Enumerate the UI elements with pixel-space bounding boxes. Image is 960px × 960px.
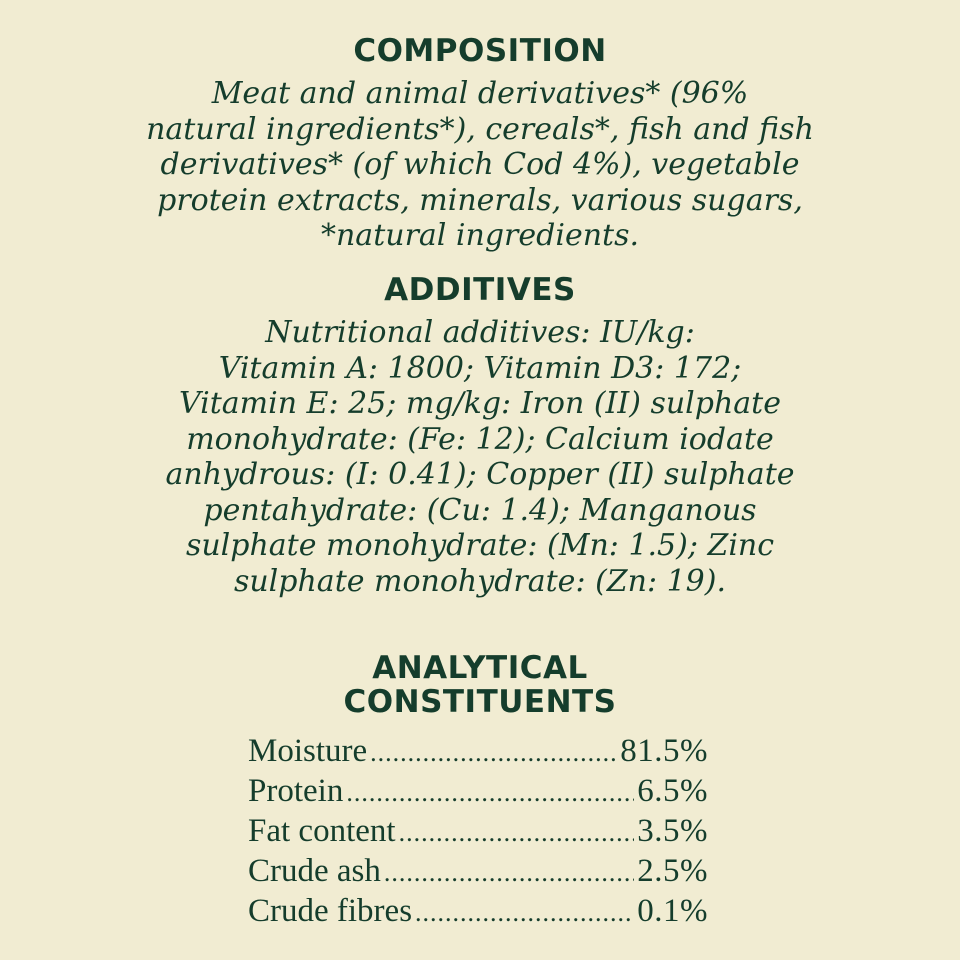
dot-leader bbox=[399, 813, 635, 853]
dot-leader bbox=[415, 893, 634, 933]
additives-line: Vitamin E: 25; mg/kg: Iron (II) sulphate bbox=[178, 386, 781, 421]
heading-line: ANALYTICAL bbox=[372, 650, 588, 686]
constituent-label: Fat content bbox=[248, 813, 396, 849]
constituent-label: Moisture bbox=[248, 733, 368, 769]
constituent-label: Crude fibres bbox=[248, 893, 413, 929]
constituent-label: Protein bbox=[248, 773, 344, 809]
analytical-constituents-heading bbox=[0, 651, 960, 719]
constituent-value: 6.5% bbox=[637, 773, 708, 809]
additives-line: Vitamin A: 1800; Vitamin D3: 172; bbox=[218, 350, 742, 386]
constituent-row bbox=[248, 731, 708, 771]
additives-line: sulphate monohydrate: (Zn: 19). bbox=[233, 563, 727, 599]
constituent-value: 2.5% bbox=[637, 853, 708, 889]
additives-line: anhydrous: (I: 0.41); Copper (II) sulphate bbox=[165, 457, 795, 492]
constituent-row bbox=[248, 851, 708, 891]
composition-text bbox=[0, 76, 960, 254]
composition-line: natural ingredients*), cereals*, fish and fish bbox=[146, 111, 814, 147]
dot-leader bbox=[384, 853, 634, 893]
composition-line: protein extracts, minerals, various sugars, bbox=[157, 182, 803, 218]
composition-line: *natural ingredients. bbox=[320, 218, 640, 253]
constituent-value: 81.5% bbox=[620, 733, 708, 769]
additives-line: Nutritional additives: IU/kg: bbox=[265, 315, 695, 350]
composition-line: derivatives* (of which Cod 4%), vegetable bbox=[160, 147, 800, 182]
constituent-row bbox=[248, 891, 708, 931]
analytical-constituents-table bbox=[248, 731, 708, 931]
composition-line: Meat and animal derivatives* (96% bbox=[211, 76, 749, 111]
heading-line: CONSTITUENTS bbox=[343, 684, 617, 720]
constituent-label: Crude ash bbox=[248, 853, 381, 889]
composition-heading: COMPOSITION bbox=[353, 33, 607, 69]
constituent-row bbox=[248, 811, 708, 851]
additives-text bbox=[0, 315, 960, 599]
additives-heading: ADDITIVES bbox=[384, 272, 576, 308]
constituent-row bbox=[248, 771, 708, 811]
additives-line: pentahydrate: (Cu: 1.4); Manganous bbox=[203, 492, 757, 528]
dot-leader bbox=[346, 773, 634, 813]
dot-leader bbox=[370, 733, 617, 773]
constituent-value: 3.5% bbox=[637, 813, 708, 849]
additives-line: sulphate monohydrate: (Mn: 1.5); Zinc bbox=[185, 528, 775, 563]
constituent-value: 0.1% bbox=[637, 893, 708, 929]
additives-line: monohydrate: (Fe: 12); Calcium iodate bbox=[186, 421, 774, 457]
